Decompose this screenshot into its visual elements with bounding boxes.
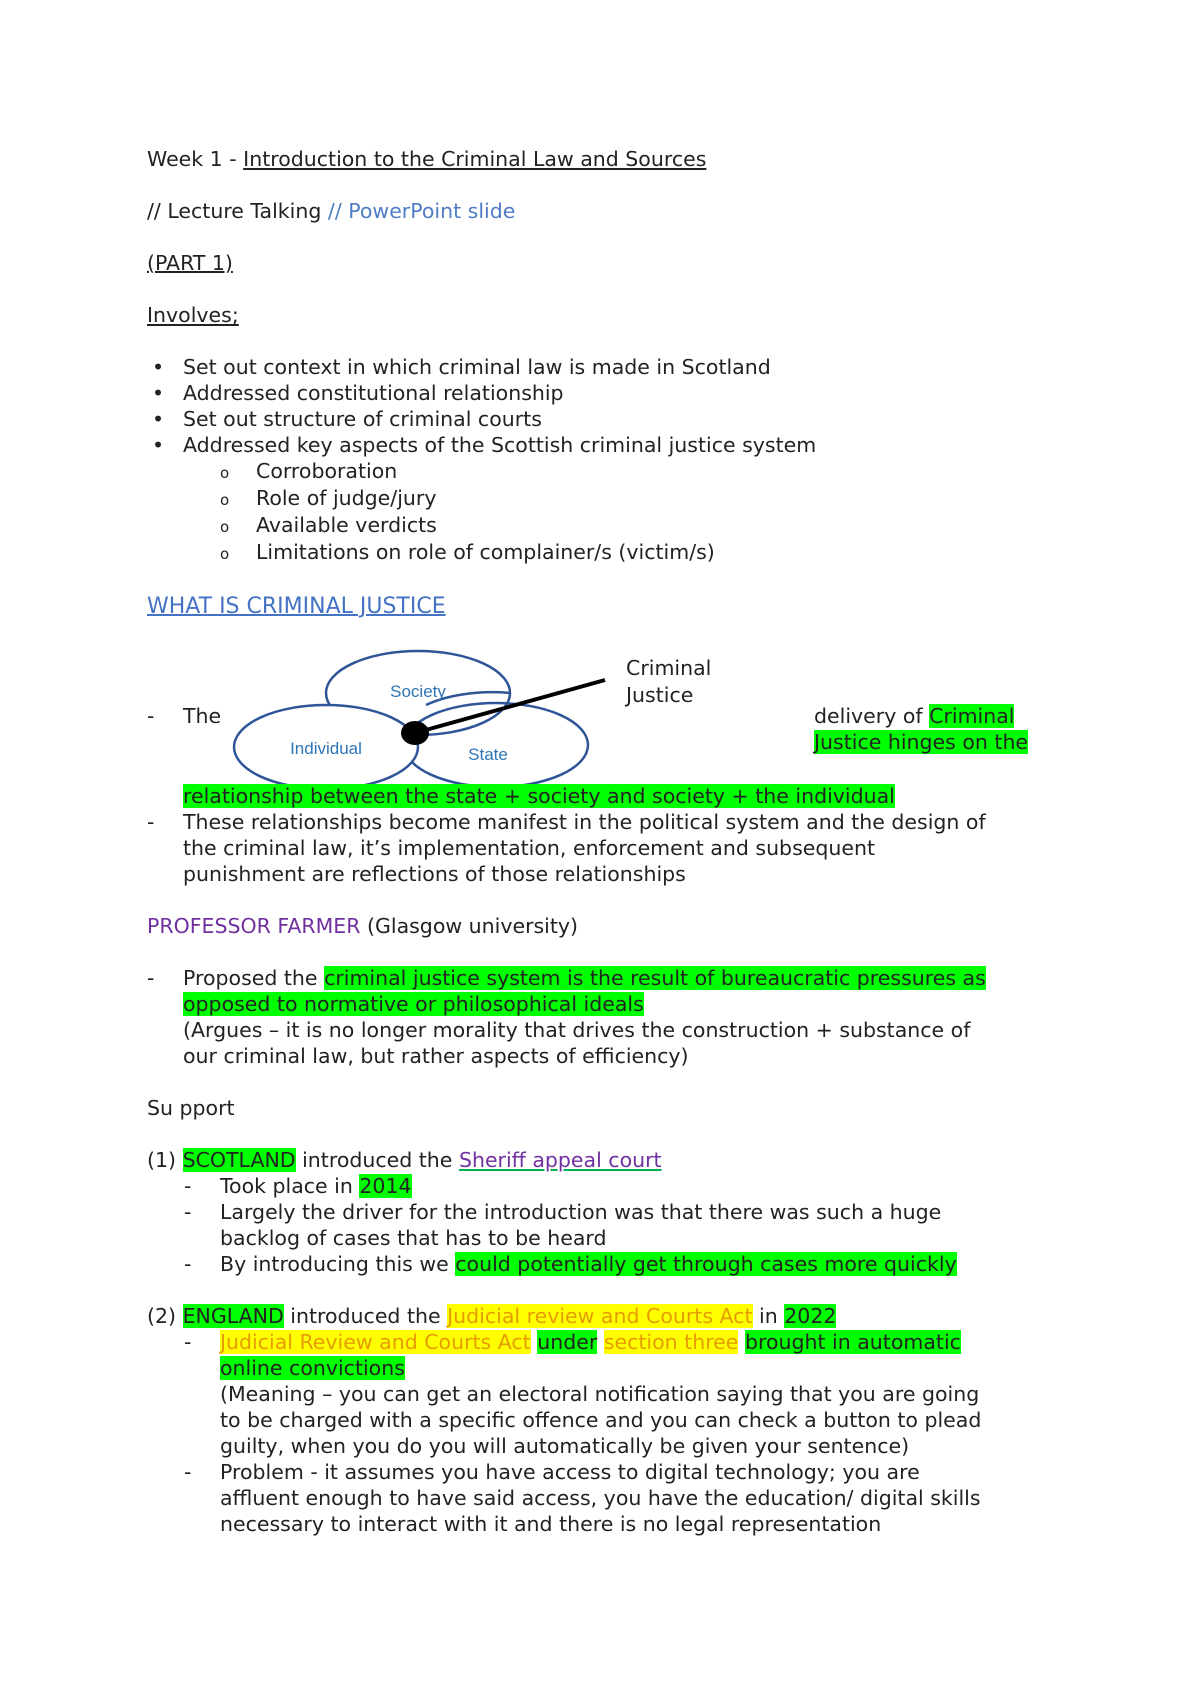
text-line: By introducing this we could potentially get through cases more quickly bbox=[220, 1252, 957, 1276]
dash-bullet: - bbox=[184, 1174, 192, 1198]
bullet-icon: • bbox=[152, 433, 165, 457]
text-line: Problem - it assumes you have access to digital technology; you are bbox=[220, 1460, 920, 1484]
page-title: Week 1 - Introduction to the Criminal Law and Sources bbox=[147, 147, 707, 171]
list-item: Set out structure of criminal courts bbox=[183, 407, 542, 431]
circle-bullet-icon: o bbox=[220, 491, 230, 509]
society-label: Society bbox=[390, 682, 446, 701]
diagram-label: Criminal bbox=[626, 656, 712, 680]
text-line: delivery of Criminal bbox=[814, 704, 1015, 728]
text-line: our criminal law, but rather aspects of efficiency) bbox=[183, 1044, 689, 1068]
text-line: (1) SCOTLAND introduced the Sheriff appeal court bbox=[147, 1148, 662, 1172]
support-heading: Su pport bbox=[147, 1096, 235, 1120]
bullet-icon: • bbox=[152, 355, 165, 379]
dash-bullet: - bbox=[147, 810, 155, 834]
text-line: punishment are reflections of those relationships bbox=[183, 862, 686, 886]
individual-label: Individual bbox=[290, 739, 362, 758]
center-dot bbox=[401, 721, 429, 745]
circle-bullet-icon: o bbox=[220, 545, 230, 563]
dash-bullet: - bbox=[184, 1460, 192, 1484]
criminal-justice-diagram bbox=[230, 645, 830, 785]
dash-bullet: - bbox=[147, 704, 155, 728]
text-line: Took place in 2014 bbox=[220, 1174, 412, 1198]
dash-bullet: - bbox=[147, 966, 155, 990]
bullet-icon: • bbox=[152, 407, 165, 431]
text-line: Proposed the criminal justice system is the result of bureaucratic pressures as bbox=[183, 966, 986, 990]
text-line: Judicial Review and Courts Act under section three brought in automatic bbox=[220, 1330, 961, 1354]
list-item: Addressed key aspects of the Scottish criminal justice system bbox=[183, 433, 817, 457]
text-line: These relationships become manifest in the political system and the design of bbox=[183, 810, 986, 834]
circle-bullet-icon: o bbox=[220, 464, 230, 482]
dash-bullet: - bbox=[184, 1330, 192, 1354]
text-line: (Meaning – you can get an electoral notification saying that you are going bbox=[220, 1382, 980, 1406]
the-word: The bbox=[183, 704, 222, 728]
color-legend: // Lecture Talking // PowerPoint slide bbox=[147, 199, 516, 223]
section-heading: WHAT IS CRIMINAL JUSTICE bbox=[147, 594, 446, 619]
text-line: guilty, when you do you will automatically be given your sentence) bbox=[220, 1434, 910, 1458]
text-line: opposed to normative or philosophical ideals bbox=[183, 992, 644, 1016]
diagram-label: Justice bbox=[626, 683, 694, 707]
text-line: online convictions bbox=[220, 1356, 405, 1380]
text-line: necessary to interact with it and there is no legal representation bbox=[220, 1512, 882, 1536]
text-line: (Argues – it is no longer morality that drives the construction + substance of bbox=[183, 1018, 971, 1042]
professor-heading: PROFESSOR FARMER (Glasgow university) bbox=[147, 914, 579, 938]
text-line: relationship between the state + society and society + the individual bbox=[183, 784, 895, 808]
sub-list-item: Limitations on role of complainer/s (victim/s) bbox=[256, 540, 715, 564]
dash-bullet: - bbox=[184, 1252, 192, 1276]
list-item: Set out context in which criminal law is made in Scotland bbox=[183, 355, 771, 379]
circle-bullet-icon: o bbox=[220, 518, 230, 536]
involves-heading: Involves; bbox=[147, 303, 239, 327]
state-label: State bbox=[468, 745, 508, 764]
sub-list-item: Available verdicts bbox=[256, 513, 437, 537]
sub-list-item: Role of judge/jury bbox=[256, 486, 437, 510]
text-line: to be charged with a specific offence and you can check a button to plead bbox=[220, 1408, 982, 1432]
text-line: Largely the driver for the introduction was that there was such a huge bbox=[220, 1200, 942, 1224]
text-line: Justice hinges on the bbox=[814, 730, 1029, 754]
text-line: the criminal law, it’s implementation, enforcement and subsequent bbox=[183, 836, 876, 860]
part-label: (PART 1) bbox=[147, 251, 233, 275]
text-line: (2) ENGLAND introduced the Judicial review and Courts Act in 2022 bbox=[147, 1304, 837, 1328]
list-item: Addressed constitutional relationship bbox=[183, 381, 564, 405]
sheriff-appeal-court-link[interactable]: Sheriff appeal court bbox=[458, 1148, 662, 1172]
dash-bullet: - bbox=[184, 1200, 192, 1224]
text-line: affluent enough to have said access, you have the education/ digital skills bbox=[220, 1486, 981, 1510]
bullet-icon: • bbox=[152, 381, 165, 405]
text-line: backlog of cases that has to be heard bbox=[220, 1226, 607, 1250]
sub-list-item: Corroboration bbox=[256, 459, 398, 483]
